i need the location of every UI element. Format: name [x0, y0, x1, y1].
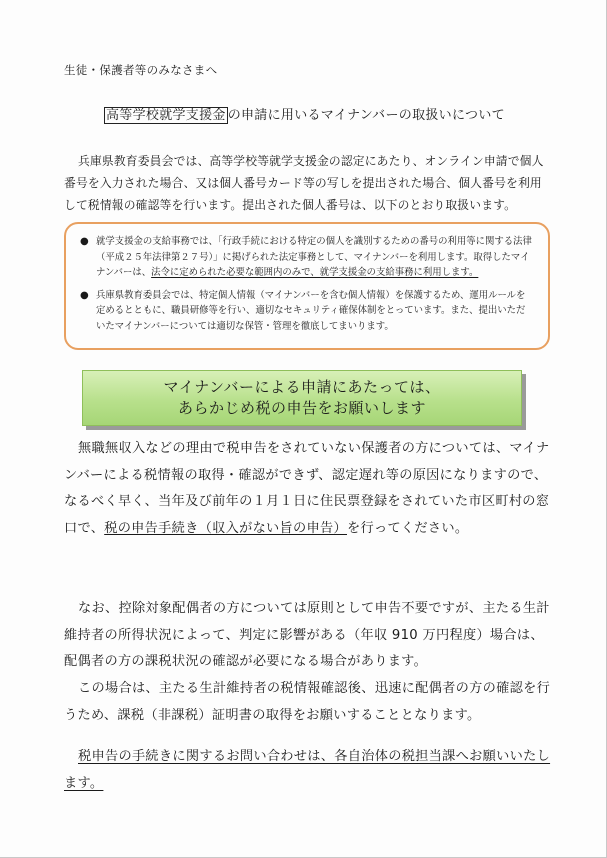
paragraph-spouse: なお、控除対象配偶者の方については原則として申告不要ですが、主たる生計維持者の所得状況によって、判定に影響がある（年収 910 万円程度）場合は、配偶者の方の課税状況の確認が必要になる場合があります。 [64, 601, 550, 669]
document-title [104, 104, 505, 123]
tax-declaration-banner [82, 370, 522, 426]
banner-line-2: あらかじめ税の申告をお願いします [177, 399, 426, 417]
banner-line-1: マイナンバーによる申請にあたっては、 [163, 378, 441, 396]
paragraph-certificate: この場合は、主たる生計維持者の税情報確認後、迅速に配偶者の方の確認を行うため、課税（非課税）証明書の取得をお願いすることとなります。 [64, 681, 551, 723]
notice-item-1-underlined: 法令に定められた必要な範囲内のみで、就学支援金の支給事務に利用します。 [151, 267, 479, 278]
paragraph-1-tail: を行ってください。 [346, 520, 469, 536]
paragraph-unemployed [64, 436, 552, 542]
contact-text: 税申告の手続きに関するお問い合わせは、各自治体の税担当課へお願いいたします。 [64, 749, 551, 791]
notice-item-1 [80, 234, 534, 281]
paragraph-1-text: 無職無収入などの理由で税申告をされていない保護者の方については、マイナンバーによる税情報の取得・確認ができず、認定遅れ等の原因になりますので、なるべく早く、当年及び前年の１月１日に住民票登録をされていた市区町村の窓口で、 [64, 441, 550, 536]
notice-box [64, 222, 550, 350]
notice-item-2-text: 兵庫県教育委員会では、特定個人情報（マイナンバーを含む個人情報）を保護するため、運用ルールを定めるとともに、職員研修等を行い、適切なセキュリティ確保体制をとっています。また、提出いただいたマイナンバーについては適切な保管・管理を徹底してまいります。 [96, 289, 526, 332]
title-boxed-term: 高等学校就学支援金 [106, 108, 226, 123]
salutation: 生徒・保護者等のみなさまへ [64, 63, 218, 77]
intro-paragraph: 兵庫県教育委員会では、高等学校等就学支援金の認定にあたり、オンライン申請で個人番号を入力された場合、又は個人番号カード等の写しを提出された場合、個人番号を利用して税情報の確認等を行います。提出された個人番号は、以下のとおり取扱います。 [64, 154, 544, 212]
paragraph-1-underlined: 税の申告手続き（収入がない旨の申告） [104, 520, 347, 536]
bullet-icon: ● [80, 289, 89, 301]
bullet-icon: ● [80, 236, 89, 247]
title-rest: の申請に用いるマイナンバーの取扱いについて [227, 108, 505, 123]
notice-item-1-text: 就学支援金の支給事務では、「行政手続における特定の個人を識別するための番号の利用等に関する法律（平成２５年法律第２７号）」に掲げられた法定事務として、マイナンバーを利用します。取得したマイナンバーは、 [96, 236, 532, 278]
contact-notice [64, 744, 552, 797]
notice-item-2 [80, 288, 534, 335]
